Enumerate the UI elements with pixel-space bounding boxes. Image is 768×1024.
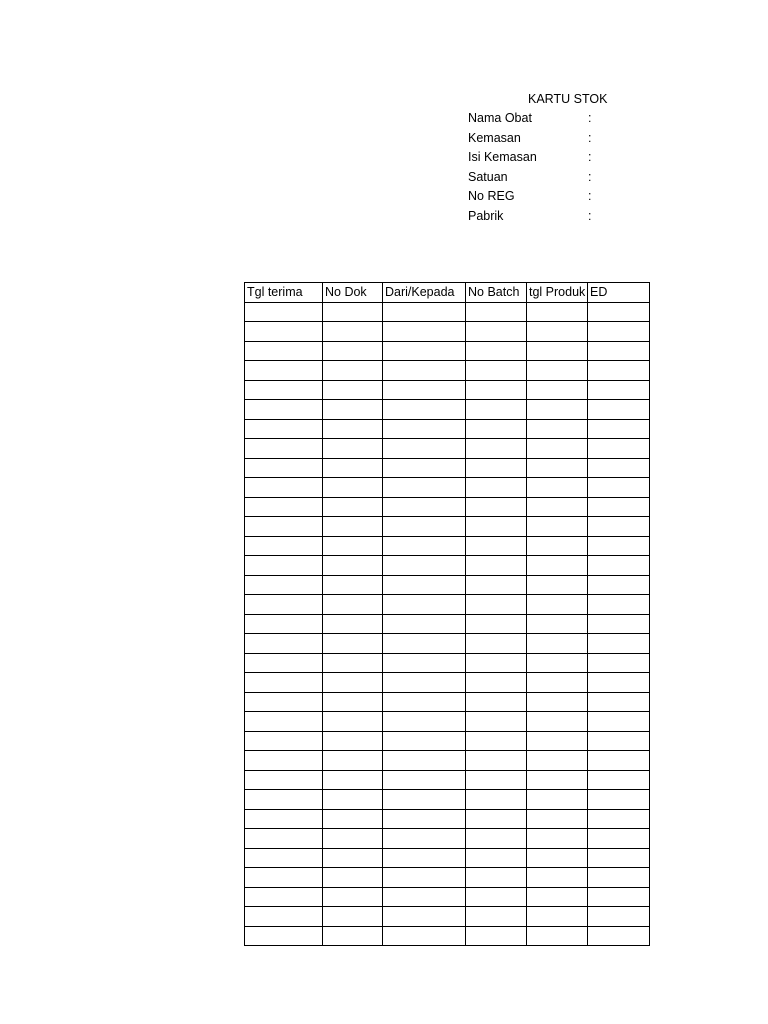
table-cell [323,809,383,829]
table-cell [383,400,466,420]
table-cell [466,478,527,498]
table-cell [383,302,466,322]
table-cell [588,575,650,595]
table-cell [466,497,527,517]
table-cell [323,634,383,654]
table-cell [588,907,650,927]
field-separator: : [588,111,592,125]
table-row [245,575,650,595]
table-cell [588,614,650,634]
table-cell [588,497,650,517]
table-cell [588,790,650,810]
table-cell [323,595,383,615]
table-cell [383,439,466,459]
table-row [245,653,650,673]
table-cell [527,809,588,829]
table-cell [588,380,650,400]
table-cell [245,653,323,673]
table-cell [466,829,527,849]
table-row [245,809,650,829]
table-cell [245,809,323,829]
table-cell [527,380,588,400]
table-cell [245,751,323,771]
header-no-batch: No Batch [466,283,527,303]
table-cell [527,634,588,654]
table-cell [323,751,383,771]
table-cell [383,653,466,673]
table-cell [323,497,383,517]
table-cell [245,341,323,361]
table-cell [245,497,323,517]
table-cell [383,478,466,498]
table-cell [466,848,527,868]
table-cell [245,439,323,459]
table-cell [323,712,383,732]
table-cell [383,731,466,751]
table-cell [588,634,650,654]
table-cell [527,497,588,517]
table-cell [527,517,588,537]
table-row [245,829,650,849]
table-cell [466,634,527,654]
table-cell [466,614,527,634]
table-cell [588,887,650,907]
table-cell [466,439,527,459]
table-cell [323,790,383,810]
stock-table [244,282,650,946]
header-ed: ED [588,283,650,303]
table-cell [527,673,588,693]
table-row [245,458,650,478]
table-cell [383,770,466,790]
table-cell [527,712,588,732]
table-cell [383,634,466,654]
table-cell [383,595,466,615]
table-cell [383,751,466,771]
header-tgl-produk: tgl Produk [527,283,588,303]
header-dari-kepada: Dari/Kepada [383,283,466,303]
table-header-row [245,283,650,303]
table-cell [383,419,466,439]
table-row [245,556,650,576]
table-cell [383,556,466,576]
table-cell [323,692,383,712]
table-cell [323,419,383,439]
table-cell [527,439,588,459]
table-row [245,322,650,342]
table-cell [383,907,466,927]
table-cell [383,614,466,634]
header-tgl-terima: Tgl terima [245,283,323,303]
table-cell [245,517,323,537]
table-cell [323,361,383,381]
table-cell [588,556,650,576]
table-cell [527,341,588,361]
table-cell [323,536,383,556]
table-cell [527,536,588,556]
table-cell [323,556,383,576]
table-cell [383,692,466,712]
table-cell [383,517,466,537]
table-cell [245,380,323,400]
table-cell [527,361,588,381]
table-cell [466,536,527,556]
table-cell [588,848,650,868]
table-cell [245,556,323,576]
table-cell [527,887,588,907]
field-label-nama-obat: Nama Obat [468,111,532,125]
header-no-dok: No Dok [323,283,383,303]
field-label-kemasan: Kemasan [468,130,521,145]
table-cell [245,673,323,693]
table-cell [588,302,650,322]
table-row [245,517,650,537]
table-cell [466,712,527,732]
table-cell [323,458,383,478]
table-cell [466,868,527,888]
field-separator: : [588,130,592,145]
table-cell [383,341,466,361]
table-cell [323,673,383,693]
table-cell [466,419,527,439]
field-separator: : [588,208,592,223]
table-cell [466,790,527,810]
table-cell [588,926,650,946]
table-cell [383,790,466,810]
table-cell [323,829,383,849]
table-cell [245,770,323,790]
table-cell [588,595,650,615]
table-cell [383,380,466,400]
table-cell [466,731,527,751]
table-cell [245,400,323,420]
table-row [245,731,650,751]
table-cell [466,653,527,673]
table-cell [245,887,323,907]
table-cell [527,575,588,595]
table-cell [245,322,323,342]
table-row [245,770,650,790]
table-cell [527,556,588,576]
table-cell [588,692,650,712]
table-cell [466,692,527,712]
table-cell [245,926,323,946]
table-row [245,497,650,517]
table-cell [466,907,527,927]
table-cell [527,731,588,751]
table-cell [383,322,466,342]
table-cell [323,770,383,790]
table-cell [466,302,527,322]
table-cell [245,478,323,498]
table-cell [527,926,588,946]
table-cell [588,458,650,478]
table-row [245,361,650,381]
table-cell [466,361,527,381]
table-cell [323,868,383,888]
table-row [245,751,650,771]
table-cell [323,439,383,459]
field-label-no-reg: No REG [468,189,515,203]
table-row [245,907,650,927]
table-cell [245,731,323,751]
table-row [245,419,650,439]
table-cell [588,322,650,342]
field-separator: : [588,189,592,203]
table-cell [383,868,466,888]
table-cell [245,302,323,322]
table-cell [588,400,650,420]
table-cell [245,907,323,927]
table-cell [527,907,588,927]
table-cell [323,322,383,342]
table-cell [323,400,383,420]
table-cell [245,692,323,712]
table-cell [383,361,466,381]
table-cell [588,751,650,771]
table-cell [466,322,527,342]
table-row [245,478,650,498]
table-row [245,887,650,907]
table-cell [466,770,527,790]
table-row [245,341,650,361]
table-cell [245,614,323,634]
table-row [245,868,650,888]
table-cell [466,556,527,576]
table-cell [245,848,323,868]
table-row [245,439,650,459]
table-cell [527,653,588,673]
table-cell [323,517,383,537]
field-label-isi-kemasan: Isi Kemasan [468,150,537,164]
table-row [245,673,650,693]
table-row [245,380,650,400]
table-cell [527,790,588,810]
table-cell [383,926,466,946]
table-row [245,595,650,615]
field-label-satuan: Satuan [468,169,508,184]
table-cell [466,809,527,829]
table-cell [588,673,650,693]
table-cell [383,497,466,517]
table-cell [383,458,466,478]
table-cell [588,829,650,849]
table-cell [527,458,588,478]
table-cell [323,907,383,927]
table-cell [527,322,588,342]
table-cell [527,751,588,771]
table-cell [245,634,323,654]
table-cell [383,809,466,829]
table-cell [383,536,466,556]
table-row [245,302,650,322]
table-cell [323,848,383,868]
table-cell [383,829,466,849]
table-cell [466,751,527,771]
table-body [245,302,650,946]
table-cell [245,829,323,849]
table-row [245,926,650,946]
table-cell [466,400,527,420]
field-separator: : [588,169,592,184]
table-cell [527,868,588,888]
table-cell [527,614,588,634]
table-cell [588,868,650,888]
table-cell [383,673,466,693]
table-cell [527,419,588,439]
table-cell [323,380,383,400]
table-cell [323,341,383,361]
table-cell [588,419,650,439]
table-cell [245,790,323,810]
table-cell [466,380,527,400]
table-cell [588,712,650,732]
table-cell [323,478,383,498]
table-cell [588,536,650,556]
table-cell [527,302,588,322]
table-cell [527,478,588,498]
table-row [245,712,650,732]
table-cell [588,517,650,537]
table-cell [245,595,323,615]
table-cell [466,673,527,693]
table-cell [527,848,588,868]
table-cell [323,302,383,322]
table-cell [527,829,588,849]
table-cell [527,692,588,712]
table-cell [588,809,650,829]
table-cell [466,575,527,595]
table-cell [323,653,383,673]
table-cell [383,575,466,595]
table-cell [383,712,466,732]
table-cell [588,653,650,673]
table-row [245,536,650,556]
table-cell [323,614,383,634]
table-cell [245,868,323,888]
table-cell [383,848,466,868]
table-cell [527,400,588,420]
table-cell [323,926,383,946]
table-cell [588,439,650,459]
table-cell [466,517,527,537]
table-cell [588,361,650,381]
table-row [245,790,650,810]
table-cell [245,575,323,595]
table-cell [245,361,323,381]
table-row [245,634,650,654]
table-cell [323,887,383,907]
table-cell [466,458,527,478]
table-cell [466,341,527,361]
table-cell [588,731,650,751]
table-row [245,848,650,868]
table-cell [588,770,650,790]
table-cell [588,341,650,361]
table-cell [527,770,588,790]
table-cell [245,712,323,732]
table-row [245,400,650,420]
table-cell [383,887,466,907]
table-cell [323,575,383,595]
table-cell [245,536,323,556]
table-cell [466,595,527,615]
field-label-pabrik: Pabrik [468,208,504,223]
field-separator: : [588,150,592,164]
table-row [245,692,650,712]
table-cell [466,926,527,946]
table-cell [245,419,323,439]
table-row [245,614,650,634]
table-cell [245,458,323,478]
table-cell [527,595,588,615]
table-cell [466,887,527,907]
table-cell [323,731,383,751]
table-cell [588,478,650,498]
page-title: KARTU STOK [528,92,608,106]
